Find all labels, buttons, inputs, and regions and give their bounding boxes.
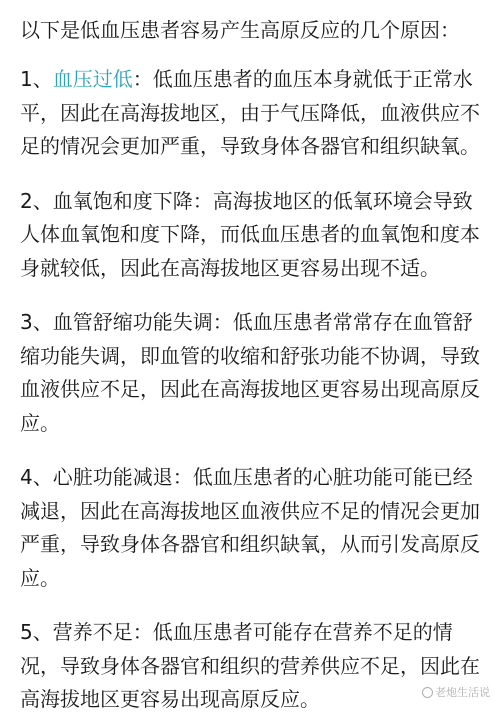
item-prefix: 1、: [20, 67, 53, 91]
list-item-1: [20, 63, 482, 164]
item-body: 低血压患者可能存在营养不足的情况，导致身体各器官和组织的营养供应不足，因此在高海拔地区更容易出现高原反应。: [20, 620, 480, 711]
item-body: 低血压患者的心脏功能可能已经减退，因此在高海拔地区血液供应不足的情况会更加严重，导致身体各器官和组织缺氧，从而引发高原反应。: [20, 465, 480, 590]
item-colon: ：: [172, 465, 193, 489]
item-colon: ：: [132, 67, 153, 91]
watermark: [422, 684, 490, 700]
item-body: 低血压患者的血压本身就低于正常水平，因此在高海拔地区，由于气压降低，血液供应不足的情况会更加严重，导致身体各器官和组织缺氧。: [20, 67, 480, 158]
item-prefix: 2、: [20, 188, 53, 213]
list-item-4: [20, 461, 482, 595]
list-item-2: [20, 185, 482, 286]
item-colon: ：: [212, 310, 233, 334]
item-body: 低血压患者常常存在血管舒缩功能失调，即血管的收缩和舒张功能不协调，导致血液供应不足，因此在高海拔地区更容易出现高原反应。: [20, 310, 480, 435]
list-item-5: [20, 616, 482, 717]
item-prefix: 4、: [20, 465, 53, 489]
item-prefix: 5、: [20, 620, 53, 644]
item-title: 心脏功能减退: [52, 465, 173, 489]
list-item-3: [20, 306, 482, 440]
item-title: 血氧饱和度下降: [52, 188, 193, 213]
intro-text: 以下是低血压患者容易产生高原反应的几个原因：: [20, 18, 460, 42]
watermark-logo-icon: [422, 687, 433, 698]
item-colon: ：: [192, 188, 213, 213]
item-title: 营养不足: [52, 620, 133, 644]
item-prefix: 3、: [20, 310, 53, 334]
item-colon: ：: [132, 620, 153, 644]
item-body: 高海拔地区的低氧环境会导致人体血氧饱和度下降，而低血压患者的血氧饱和度本身就较低，因此在高海拔地区更容易出现不适。: [20, 188, 480, 280]
item-title-link[interactable]: 血压过低: [52, 67, 133, 91]
item-title: 血管舒缩功能失调: [52, 310, 213, 334]
watermark-text: 老炮生活说: [435, 686, 490, 699]
